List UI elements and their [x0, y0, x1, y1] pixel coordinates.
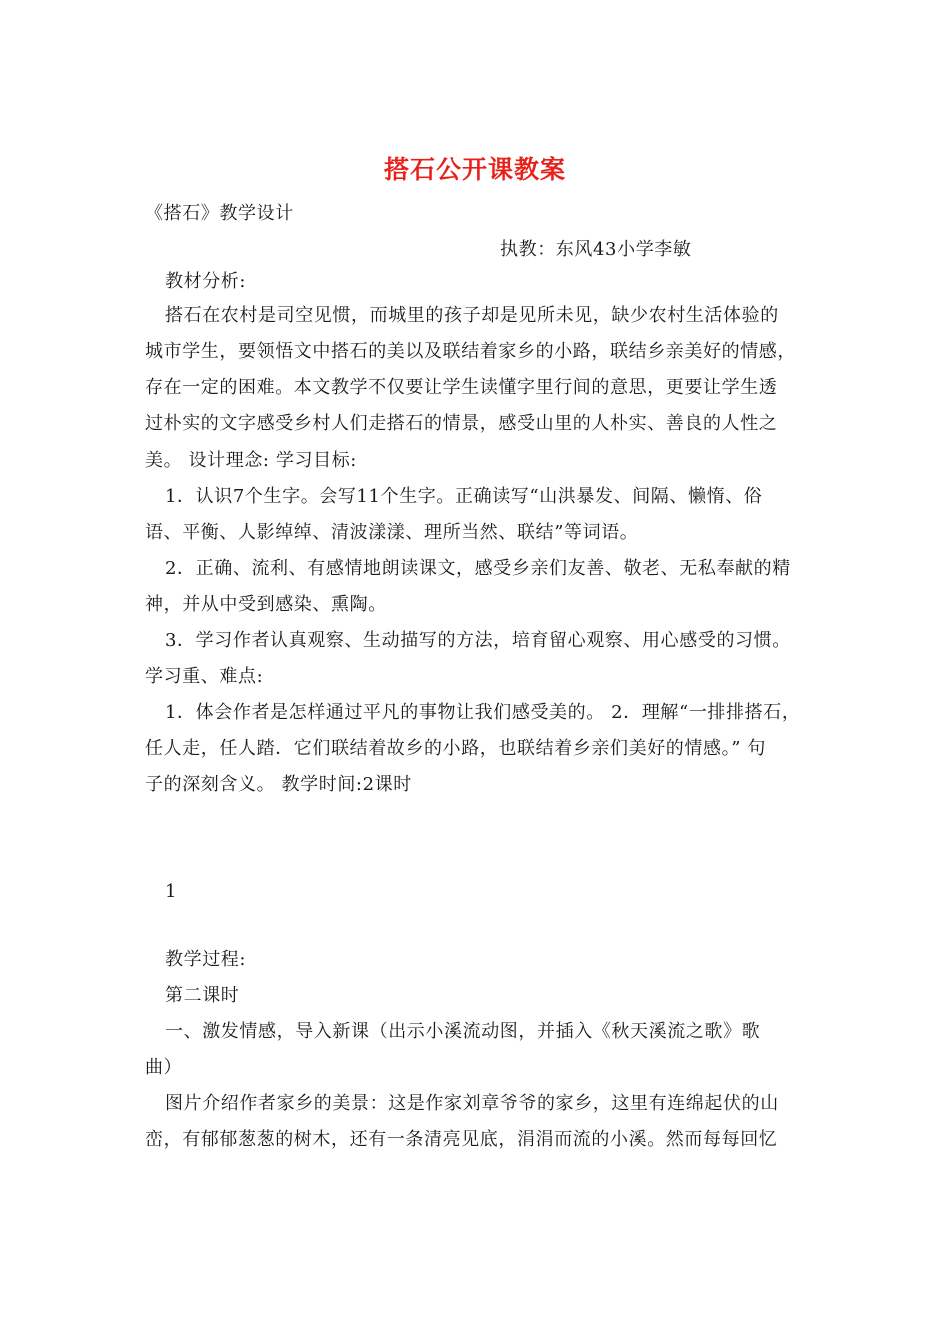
paragraph-line: 搭石在农村是司空见惯，而城里的孩子却是见所未见，缺少农村生活体验的 [165, 305, 779, 326]
paragraph-line: 任人走，任人踏．它们联结着故乡的小路，也联结着乡亲们美好的情感。” 句 [145, 738, 766, 759]
paragraph-line: 一、激发情感，导入新课（出示小溪流动图，并插入《秋天溪流之歌》歌 [165, 1021, 761, 1042]
paragraph-line: 教材分析: [165, 271, 247, 292]
paragraph-line: 2．正确、流利、有感情地朗读课文，感受乡亲们友善、敬老、无私奉献的精 [165, 558, 791, 579]
document-author: 执教：东风43小学李敏 [500, 239, 692, 260]
paragraph-line: 美。 设计理念: 学习目标: [145, 450, 357, 471]
paragraph-line: 图片介绍作者家乡的美景：这是作家刘章爷爷的家乡，这里有连绵起伏的山 [165, 1093, 779, 1114]
paragraph-line: 子的深刻含义。 教学时间:2课时 [145, 774, 412, 795]
paragraph-line: 语、平衡、人影绰绰、清波漾漾、理所当然、联结”等词语。 [145, 522, 639, 543]
paragraph-line: 城市学生，要领悟文中搭石的美以及联结着家乡的小路，联结乡亲美好的情感， [145, 341, 796, 362]
paragraph-line: 教学过程: [165, 949, 247, 970]
paragraph-line: 1．认识7个生字。会写11个生字。正确读写“山洪暴发、间隔、懒惰、俗 [165, 486, 763, 507]
paragraph-line: 存在一定的困难。本文教学不仅要让学生读懂字里行间的意思，更要让学生透 [145, 377, 778, 398]
paragraph-line: 神，并从中受到感染、熏陶。 [145, 594, 387, 615]
paragraph-line: 曲） [145, 1057, 183, 1078]
paragraph-line: 峦，有郁郁葱葱的树木，还有一条清亮见底，涓涓而流的小溪。然而每每回忆 [145, 1129, 778, 1150]
paragraph-line: 第二课时 [165, 985, 240, 1006]
paragraph-line: 3．学习作者认真观察、生动描写的方法，培育留心观察、用心感受的习惯。 [165, 630, 791, 651]
document-title: 搭石公开课教案 [383, 155, 566, 184]
paragraph-line: 1．体会作者是怎样通过平凡的事物让我们感受美的。 2．理解“一排排搭石， [165, 702, 801, 723]
document-subtitle: 《搭石》教学设计 [145, 203, 294, 224]
page-number: 1 [165, 881, 177, 902]
paragraph-line: 过朴实的文字感受乡村人们走搭石的情景，感受山里的人朴实、善良的人性之 [145, 413, 778, 434]
paragraph-line: 学习重、难点: [145, 666, 264, 687]
